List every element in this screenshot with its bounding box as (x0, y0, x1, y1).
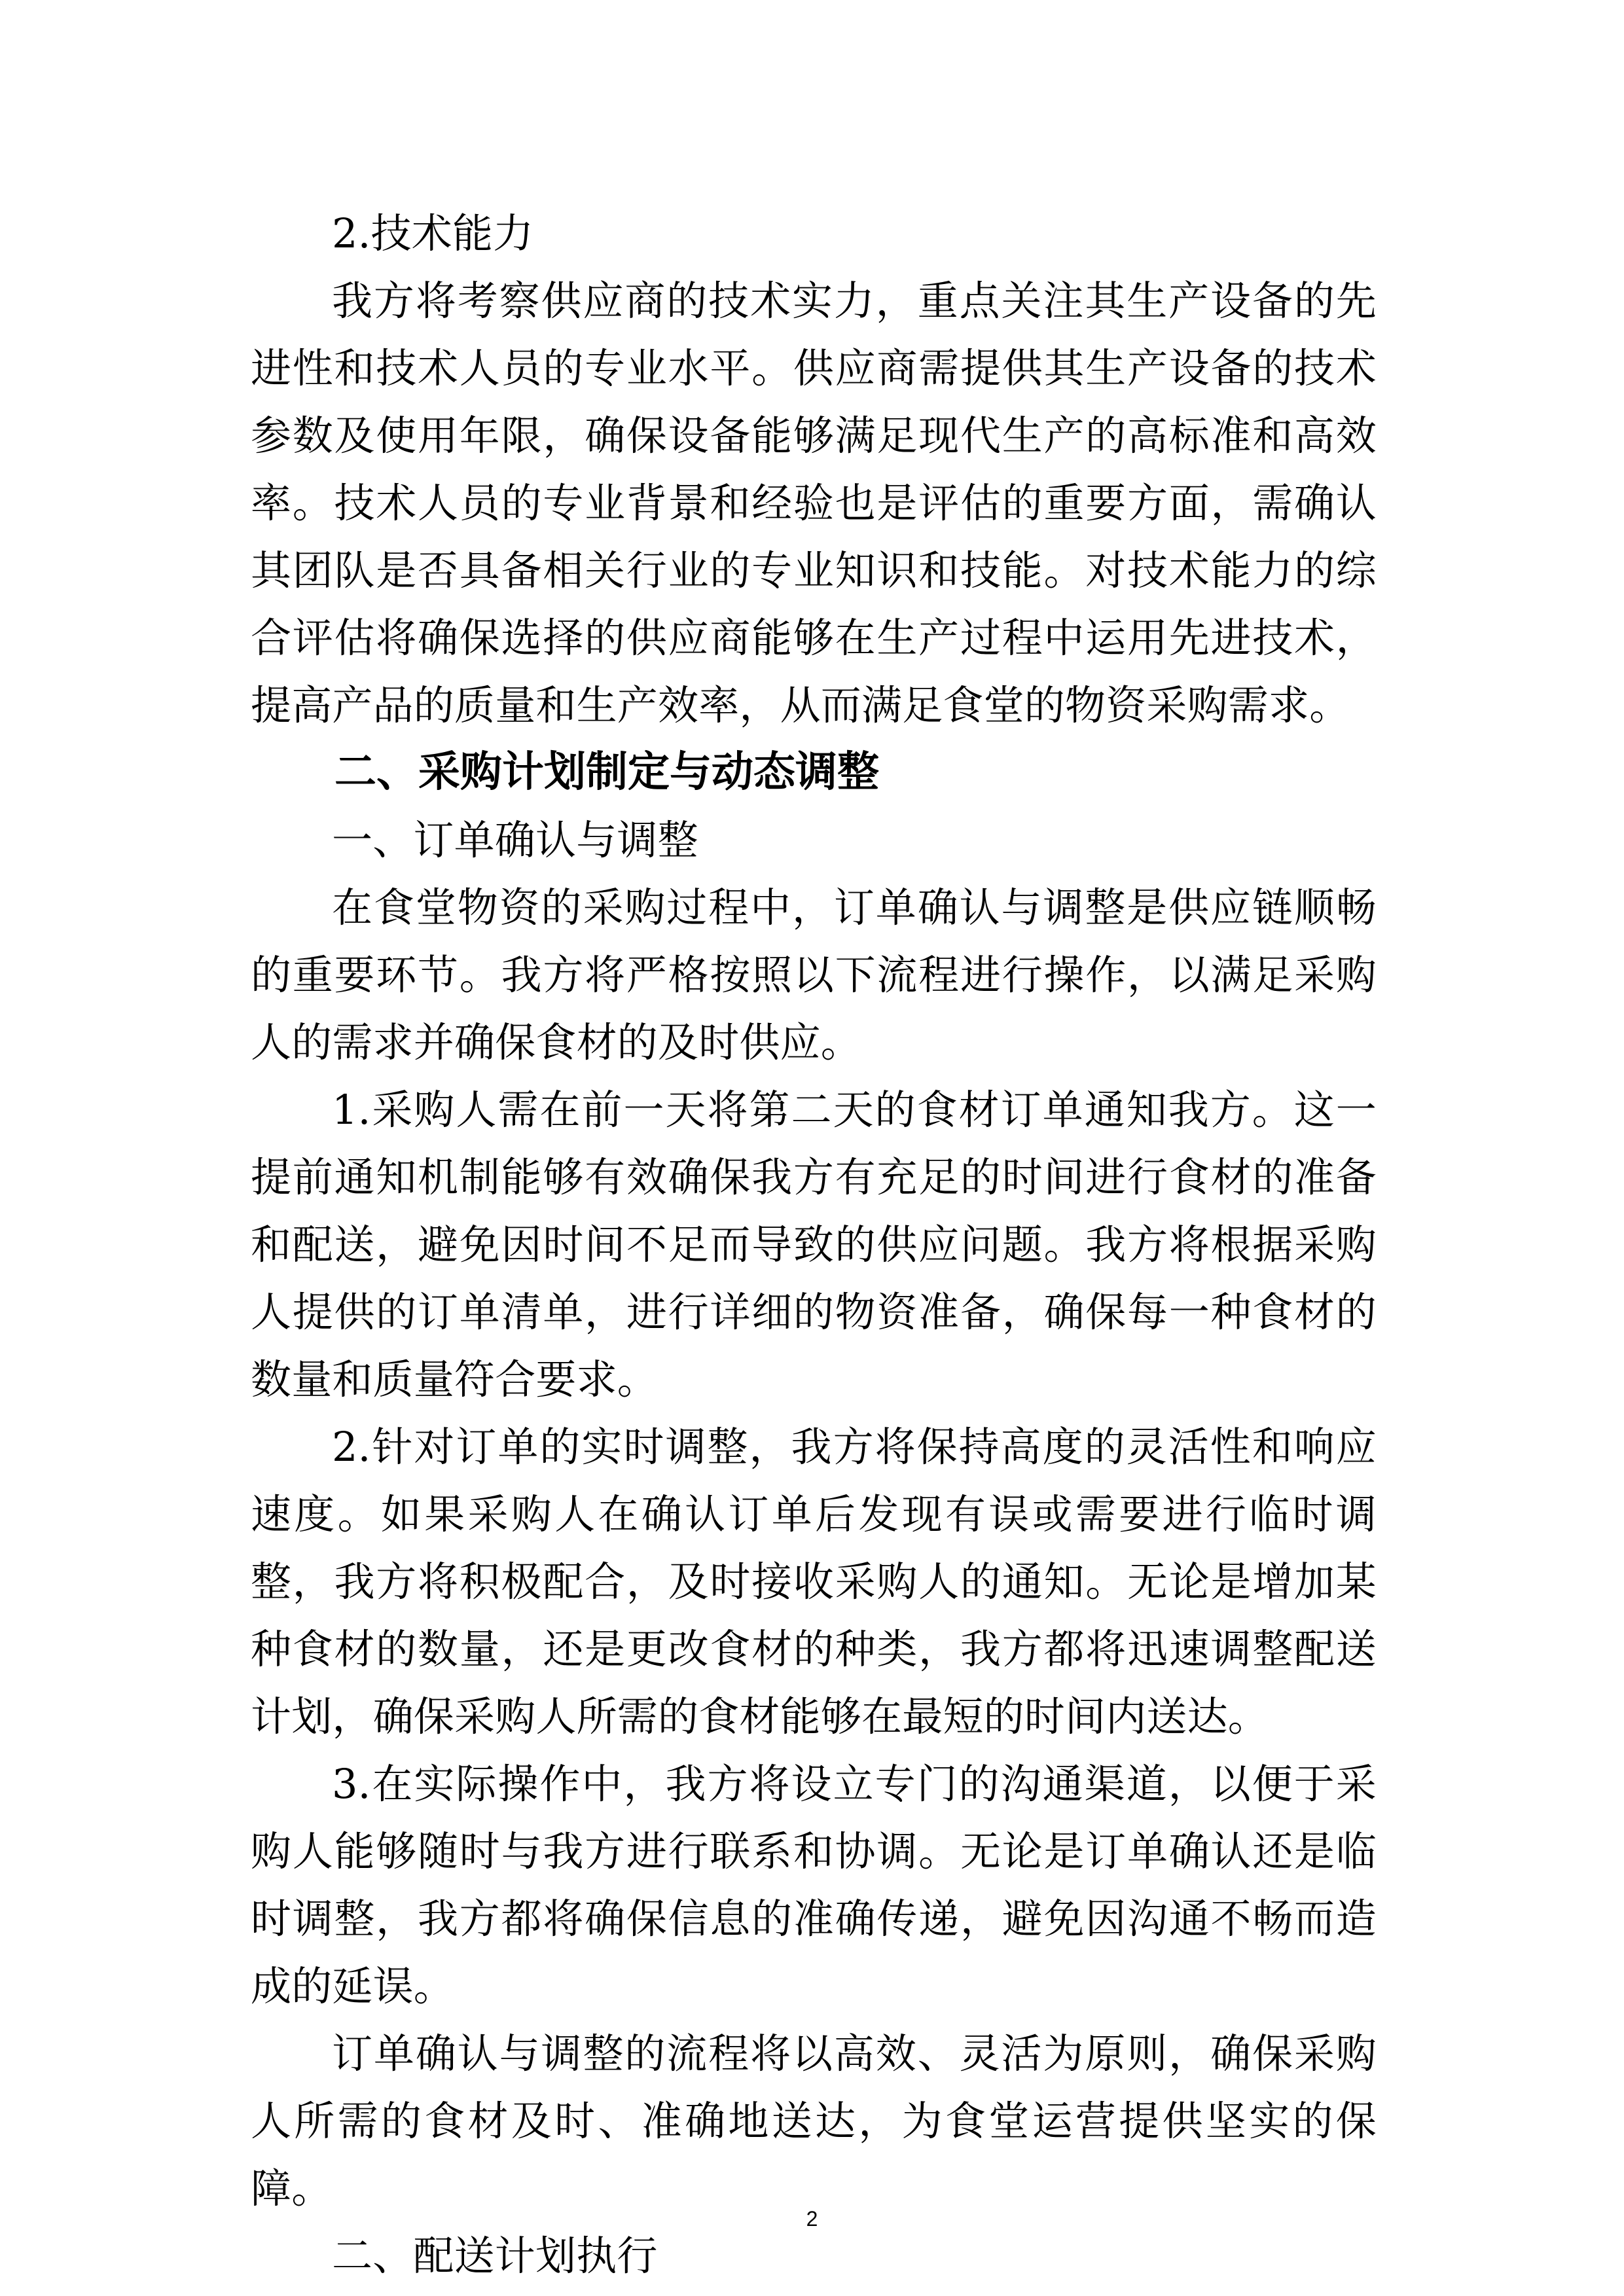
paragraph-order-step-2: 2.针对订单的实时调整，我方将保持高度的灵活性和响应速度。如果采购人在确认订单后发现有误或需要进行临时调整，我方将积极配合，及时接收采购人的通知。无论是增加某种食材的数量，还是更改食材的种类，我方都将迅速调整配送计划，确保采购人所需的食材能够在最短的时间内送达。 (251, 1423, 1377, 1740)
page-number: 2 (806, 2207, 818, 2231)
subsection-heading-order-confirmation: 一、订单确认与调整 (332, 816, 698, 864)
paragraph-order-step-1: 1.采购人需在前一天将第二天的食材订单通知我方。这一提前通知机制能够有效确保我方有充足的时间进行食材的准备和配送，避免因时间不足而导致的供应问题。我方将根据采购人提供的订单清单，进行详细的物资准备，确保每一种食材的数量和质量符合要求。 (251, 1086, 1377, 1403)
document-body (251, 200, 1377, 2289)
paragraph-order-intro: 在食堂物资的采购过程中，订单确认与调整是供应链顺畅的重要环节。我方将严格按照以下流程进行操作，以满足采购人的需求并确保食材的及时供应。 (251, 884, 1377, 1066)
paragraph-order-step-3: 3.在实际操作中，我方将设立专门的沟通渠道，以便于采购人能够随时与我方进行联系和协调。无论是订单确认还是临时调整，我方都将确保信息的准确传递，避免因沟通不畅而造成的延误。 (251, 1760, 1377, 2010)
section-heading-procurement-plan: 二、采购计划制定与动态调整 (334, 748, 879, 797)
paragraph-order-summary: 订单确认与调整的流程将以高效、灵活为原则，确保采购人所需的食材及时、准确地送达，为食堂运营提供坚实的保障。 (251, 2030, 1377, 2212)
subsection-heading-technical-capability: 2.技术能力 (332, 209, 534, 257)
paragraph-technical-capability: 我方将考察供应商的技术实力，重点关注其生产设备的先进性和技术人员的专业水平。供应商需提供其生产设备的技术参数及使用年限，确保设备能够满足现代生产的高标准和高效率。技术人员的专业背景和经验也是评估的重要方面，需确认其团队是否具备相关行业的专业知识和技能。对技术能力的综合评估将确保选择的供应商能够在生产过程中运用先进技术，提高产品的质量和生产效率，从而满足食堂的物资采购需求。 (251, 277, 1377, 729)
subsection-heading-delivery-plan: 二、配送计划执行 (332, 2232, 658, 2280)
